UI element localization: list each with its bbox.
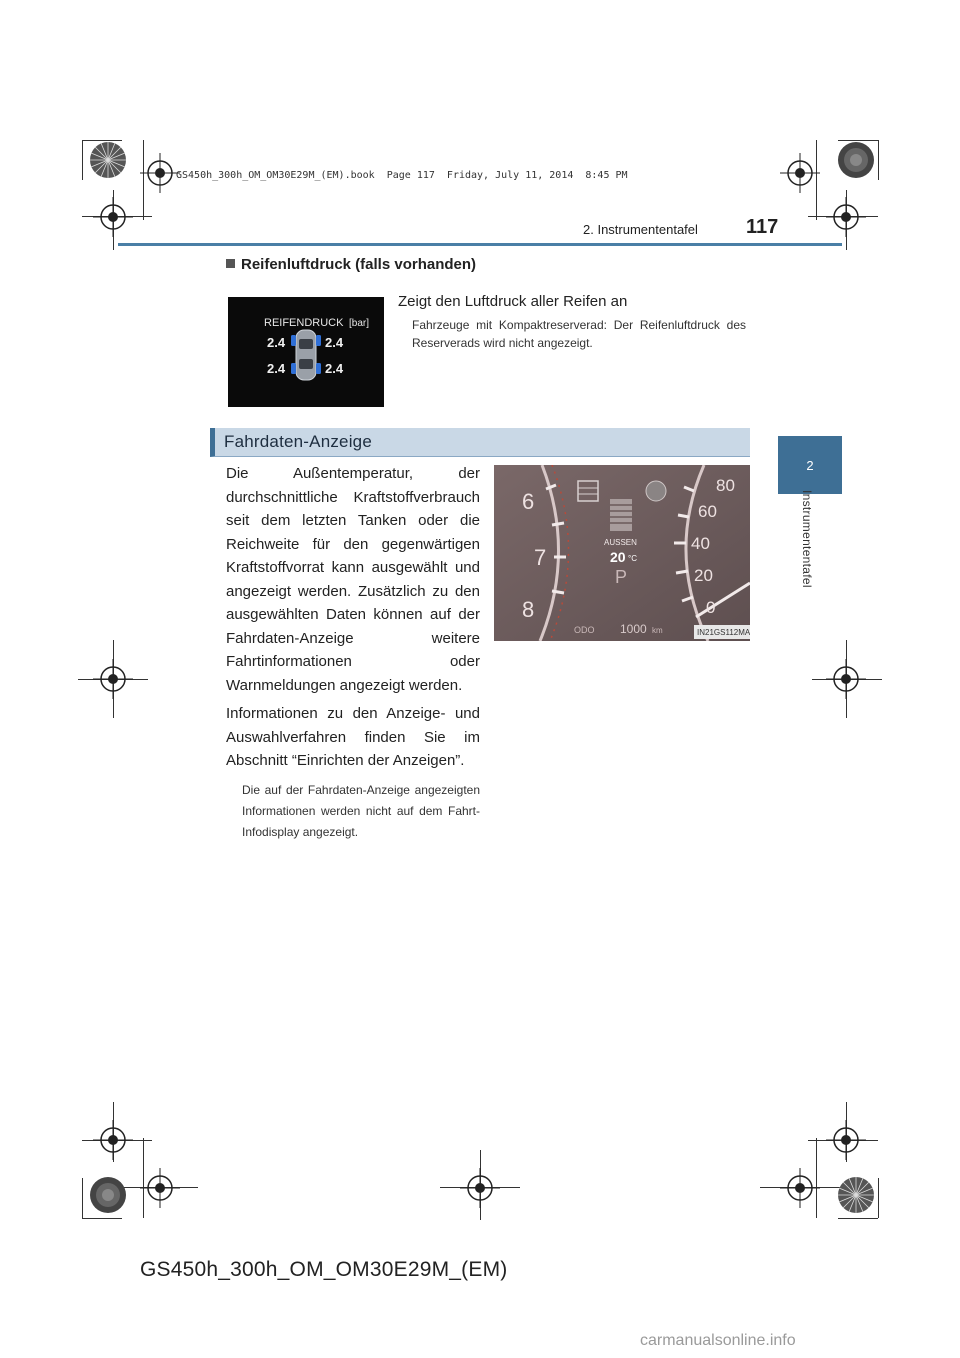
odo-value: 1000 [620, 622, 647, 636]
tach-label-6: 6 [522, 489, 535, 514]
registration-target-icon [826, 659, 866, 699]
warning-light-icon [646, 481, 666, 501]
gauge-cluster-image [494, 465, 750, 641]
watermark: carmanualsonline.info [640, 1332, 796, 1349]
gear-indicator: P [615, 567, 628, 587]
speed-label-60: 60 [698, 502, 717, 521]
outside-temp-label: AUSSEN [604, 538, 637, 547]
registration-target-icon [826, 1120, 866, 1160]
tach-label-7: 7 [534, 545, 547, 570]
tire-front-left-value: 2.4 [267, 335, 286, 350]
registration-target-icon [140, 153, 180, 193]
header-rule [118, 243, 842, 246]
chapter-number: 2 [806, 457, 814, 473]
car-top-view-icon [291, 330, 321, 380]
chapter-label: Instrumententafel [800, 490, 814, 588]
chapter-tab [778, 436, 842, 494]
registration-target-icon [93, 197, 133, 237]
outside-temp-unit: °C [628, 554, 637, 563]
starburst-mark-icon [836, 1175, 876, 1215]
odo-label: ODO [574, 625, 595, 635]
registration-target-icon [93, 659, 133, 699]
registration-target-icon [460, 1168, 500, 1208]
speed-label-80: 80 [716, 476, 735, 495]
registration-target-icon [780, 153, 820, 193]
footer-doc-id: GS450h_300h_OM_OM30E29M_(EM) [140, 1258, 508, 1281]
header-section-title: 2. Instrumententafel [583, 222, 698, 237]
tire-pressure-note: Fahrzeuge mit Kompaktreserverad: Der Reifenluftdruck des Reserverads wird nicht angezeigt. [412, 318, 746, 350]
tach-label-8: 8 [522, 597, 535, 622]
trip-info-note: Die auf der Fahrdaten-Anzeige angezeigten Informationen werden nicht auf dem Fahrt-Infodisplay angezeigt. [242, 783, 480, 839]
speed-label-40: 40 [691, 534, 710, 553]
tire-pressure-heading-text: Reifenluftdruck (falls vorhanden) [241, 256, 477, 273]
tire-pressure-heading [226, 256, 476, 273]
starburst-mark-icon [88, 140, 128, 180]
registration-target-icon [826, 197, 866, 237]
tire-pressure-description: Zeigt den Luftdruck aller Reifen an [398, 293, 628, 310]
tire-display-title: REIFENDRUCK [264, 317, 344, 329]
tire-display-unit: [bar] [349, 318, 370, 329]
bar-meter-icon [610, 499, 632, 531]
speed-label-20: 20 [694, 566, 713, 585]
tire-front-right-value: 2.4 [325, 335, 344, 350]
tire-pressure-display-image [228, 297, 384, 407]
square-bullet-icon [226, 259, 235, 268]
odo-unit: km [652, 626, 663, 635]
speed-label-0: 0 [706, 598, 716, 617]
image-code: IN21GS112MA [697, 628, 750, 637]
registration-target-icon [780, 1168, 820, 1208]
registration-target-icon [93, 1120, 133, 1160]
trip-info-paragraph-2: Informationen zu den Anzeige- und Auswahlverfahren finden Sie im Abschnitt “Einrichten der Anzeigen”. [226, 705, 480, 769]
tire-rear-right-value: 2.4 [325, 361, 344, 376]
tire-rear-left-value: 2.4 [267, 361, 286, 376]
registration-target-icon [140, 1168, 180, 1208]
book-info: GS450h_300h_OM_OM30E29M_(EM).book Page 117 Friday, July 11, 2014 8:45 PM [176, 170, 628, 181]
page-number: 117 [746, 216, 779, 238]
starburst-mark-icon [88, 1175, 128, 1215]
trip-info-paragraph-1: Die Außentemperatur, der durchschnittliche Kraftstoffverbrauch seit dem letzten Tanken oder die Reichweite für den gegenwärtigen Kraftstoffvorrat kann ausgewählt und angezeigt werden. Zusätzlich zu den ausgewählten Daten können auf der Fahrdaten-Anzeige weitere Fahrtinformationen oder Warnmeldungen angezeigt werden. [226, 465, 480, 694]
section-title: Fahrdaten-Anzeige [224, 432, 372, 451]
starburst-mark-icon [836, 140, 876, 180]
outside-temp-value: 20 [610, 549, 626, 565]
